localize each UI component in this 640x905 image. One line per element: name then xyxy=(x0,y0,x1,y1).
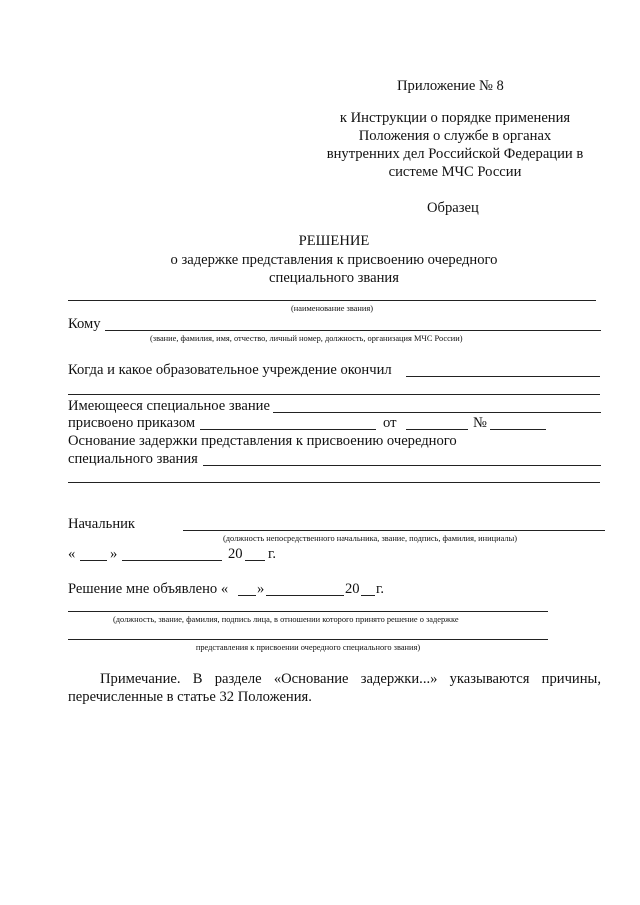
announce-signature-line-2 xyxy=(68,639,548,640)
announce-year-suffix: г. xyxy=(376,581,384,597)
announce-caption-2: представления к присвоении очередного специального звания) xyxy=(195,643,421,652)
current-rank-label: Имеющееся специальное звание xyxy=(68,398,270,414)
reason-line-1 xyxy=(203,465,601,466)
announce-year-prefix: 20 xyxy=(345,581,360,597)
education-label: Когда и какое образовательное учреждение окончил xyxy=(68,362,392,378)
chief-signature-line xyxy=(183,530,605,531)
chief-year-suffix: г. xyxy=(268,546,276,562)
appendix-number: Приложение № 8 xyxy=(397,78,504,94)
instruction-ref-line-4: системе МЧС России xyxy=(388,164,522,180)
chief-year-line xyxy=(245,560,265,561)
document-subtitle-line-2: специального звания xyxy=(269,270,399,286)
instruction-ref-line-1: к Инструкции о порядке применения xyxy=(339,110,571,126)
announce-signature-line-1 xyxy=(68,611,548,612)
reason-label-line-1: Основание задержки представления к присвоению очередного xyxy=(68,433,457,449)
education-line-1 xyxy=(406,376,600,377)
announce-month-line xyxy=(266,595,344,596)
to-label: Кому xyxy=(68,316,101,332)
chief-date-open-quote: « xyxy=(68,546,76,562)
reason-label-line-2: специального звания xyxy=(68,451,198,467)
education-line-2 xyxy=(68,394,600,395)
announce-day-line xyxy=(238,595,256,596)
order-from-label: от xyxy=(383,415,397,431)
document-title: РЕШЕНИЕ xyxy=(298,233,370,249)
note-line-1: Примечание. В разделе «Основание задержки...» указываются причины, xyxy=(100,671,601,687)
to-line xyxy=(105,330,601,331)
current-rank-line xyxy=(273,412,601,413)
instruction-ref-line-3: внутренних дел Российской Федерации в xyxy=(326,146,584,162)
chief-date-close-quote: » xyxy=(110,546,118,562)
chief-label: Начальник xyxy=(68,516,136,532)
order-number-label: № xyxy=(473,415,487,431)
order-label: присвоено приказом xyxy=(68,415,196,431)
order-line xyxy=(200,429,376,430)
order-date-line xyxy=(406,429,468,430)
reason-line-2 xyxy=(68,482,600,483)
to-caption: (звание, фамилия, имя, отчество, личный номер, должность, организация МЧС России) xyxy=(150,334,463,343)
announce-label: Решение мне объявлено « xyxy=(68,581,229,597)
chief-caption: (должность непосредственного начальника, звание, подпись, фамилия, инициалы) xyxy=(223,534,517,543)
note-line-2: перечисленные в статье 32 Положения. xyxy=(68,689,312,705)
chief-year-prefix: 20 xyxy=(228,546,243,562)
instruction-ref-line-2: Положения о службе в органах xyxy=(358,128,552,144)
chief-month-line xyxy=(122,560,222,561)
announce-caption-1: (должность, звание, фамилия, подпись лица, в отношении которого принято решение о задержке xyxy=(113,615,459,624)
announce-year-line xyxy=(361,595,375,596)
order-number-line xyxy=(490,429,546,430)
sample-label: Образец xyxy=(427,200,479,216)
announce-close-quote: » xyxy=(257,581,265,597)
document-subtitle-line-1: о задержке представления к присвоению очередного xyxy=(170,252,498,268)
rank-name-line xyxy=(68,300,596,301)
rank-name-caption: (наименование звания) xyxy=(291,304,373,313)
chief-day-line xyxy=(80,560,107,561)
